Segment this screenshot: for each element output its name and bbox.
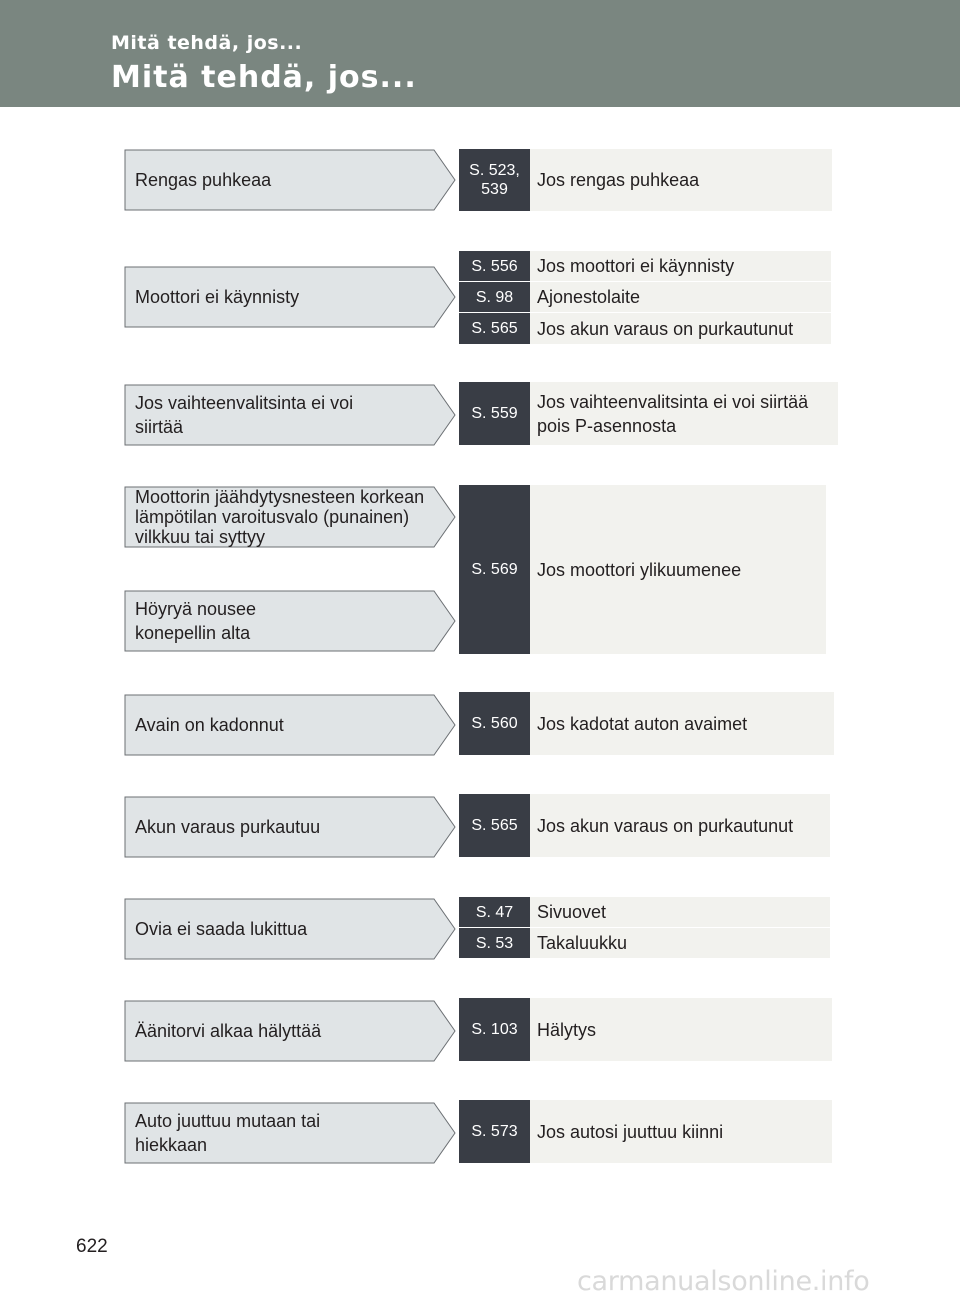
symptom-label: Auto juuttuu mutaan tai hiekkaan [135, 1111, 321, 1155]
symptom-arrow [124, 1000, 456, 1062]
page-reference: S. 560 [459, 692, 530, 755]
page-reference: S. 559 [459, 382, 530, 445]
page-reference: S. 565 [459, 794, 530, 857]
reference-description: Jos vaihteenvalitsinta ei voi siirtää pois P-asennosta [530, 382, 838, 445]
page-reference: S. 556 [459, 251, 530, 281]
watermark: carmanualsonline.info [577, 1266, 870, 1297]
symptom-arrow [124, 898, 456, 960]
page-reference: S. 98 [459, 282, 530, 312]
reference-description: Takaluukku [530, 928, 830, 958]
symptom-arrow [124, 486, 456, 548]
reference-description: Sivuovet [530, 897, 830, 927]
reference-description: Jos moottori ei käynnisty [530, 251, 831, 281]
reference-description: Ajonestolaite [530, 282, 831, 312]
page-reference: S. 53 [459, 928, 530, 958]
page-reference: S. 569 [459, 485, 530, 654]
page-reference: S. 47 [459, 897, 530, 927]
symptom-label: Avain on kadonnut [135, 715, 284, 735]
symptom-arrow [124, 149, 456, 211]
symptom-label: Rengas puhkeaa [135, 170, 272, 190]
reference-description: Jos rengas puhkeaa [530, 149, 832, 211]
symptom-arrow [124, 384, 456, 446]
reference-description: Jos akun varaus on purkautunut [530, 794, 830, 857]
symptom-label: Ovia ei saada lukittua [135, 919, 308, 939]
symptom-label: Jos vaihteenvalitsinta ei voi siirtää [135, 393, 354, 437]
reference-description: Jos akun varaus on purkautunut [530, 313, 831, 344]
symptom-arrow [124, 1102, 456, 1164]
symptom-label: Moottori ei käynnisty [135, 287, 300, 307]
page-reference: S. 573 [459, 1100, 530, 1163]
page-number: 622 [76, 1236, 108, 1257]
reference-description: Jos moottori ylikuumenee [530, 485, 826, 654]
page-reference: S. 565 [459, 313, 530, 344]
reference-description: Hälytys [530, 998, 832, 1061]
symptom-label: Moottorin jäähdytysnesteen korkean lämpötilan varoitusvalo (punainen) vilkkuu tai syttyy [135, 487, 425, 547]
symptom-label: Akun varaus purkautuu [135, 817, 321, 837]
page-title: Mitä tehdä, jos... [111, 60, 417, 95]
page-reference: S. 523, 539 [459, 149, 530, 211]
symptom-arrow [124, 796, 456, 858]
symptom-label: Äänitorvi alkaa hälyttää [135, 1021, 322, 1041]
header-subtitle: Mitä tehdä, jos... [111, 32, 303, 54]
symptom-arrow [124, 590, 456, 652]
reference-description: Jos autosi juuttuu kiinni [530, 1100, 832, 1163]
symptom-arrow [124, 694, 456, 756]
page-header [0, 0, 960, 107]
symptom-label: Höyryä nousee konepellin alta [135, 599, 257, 643]
page-reference: S. 103 [459, 998, 530, 1061]
reference-description: Jos kadotat auton avaimet [530, 692, 834, 755]
symptom-arrow [124, 266, 456, 328]
